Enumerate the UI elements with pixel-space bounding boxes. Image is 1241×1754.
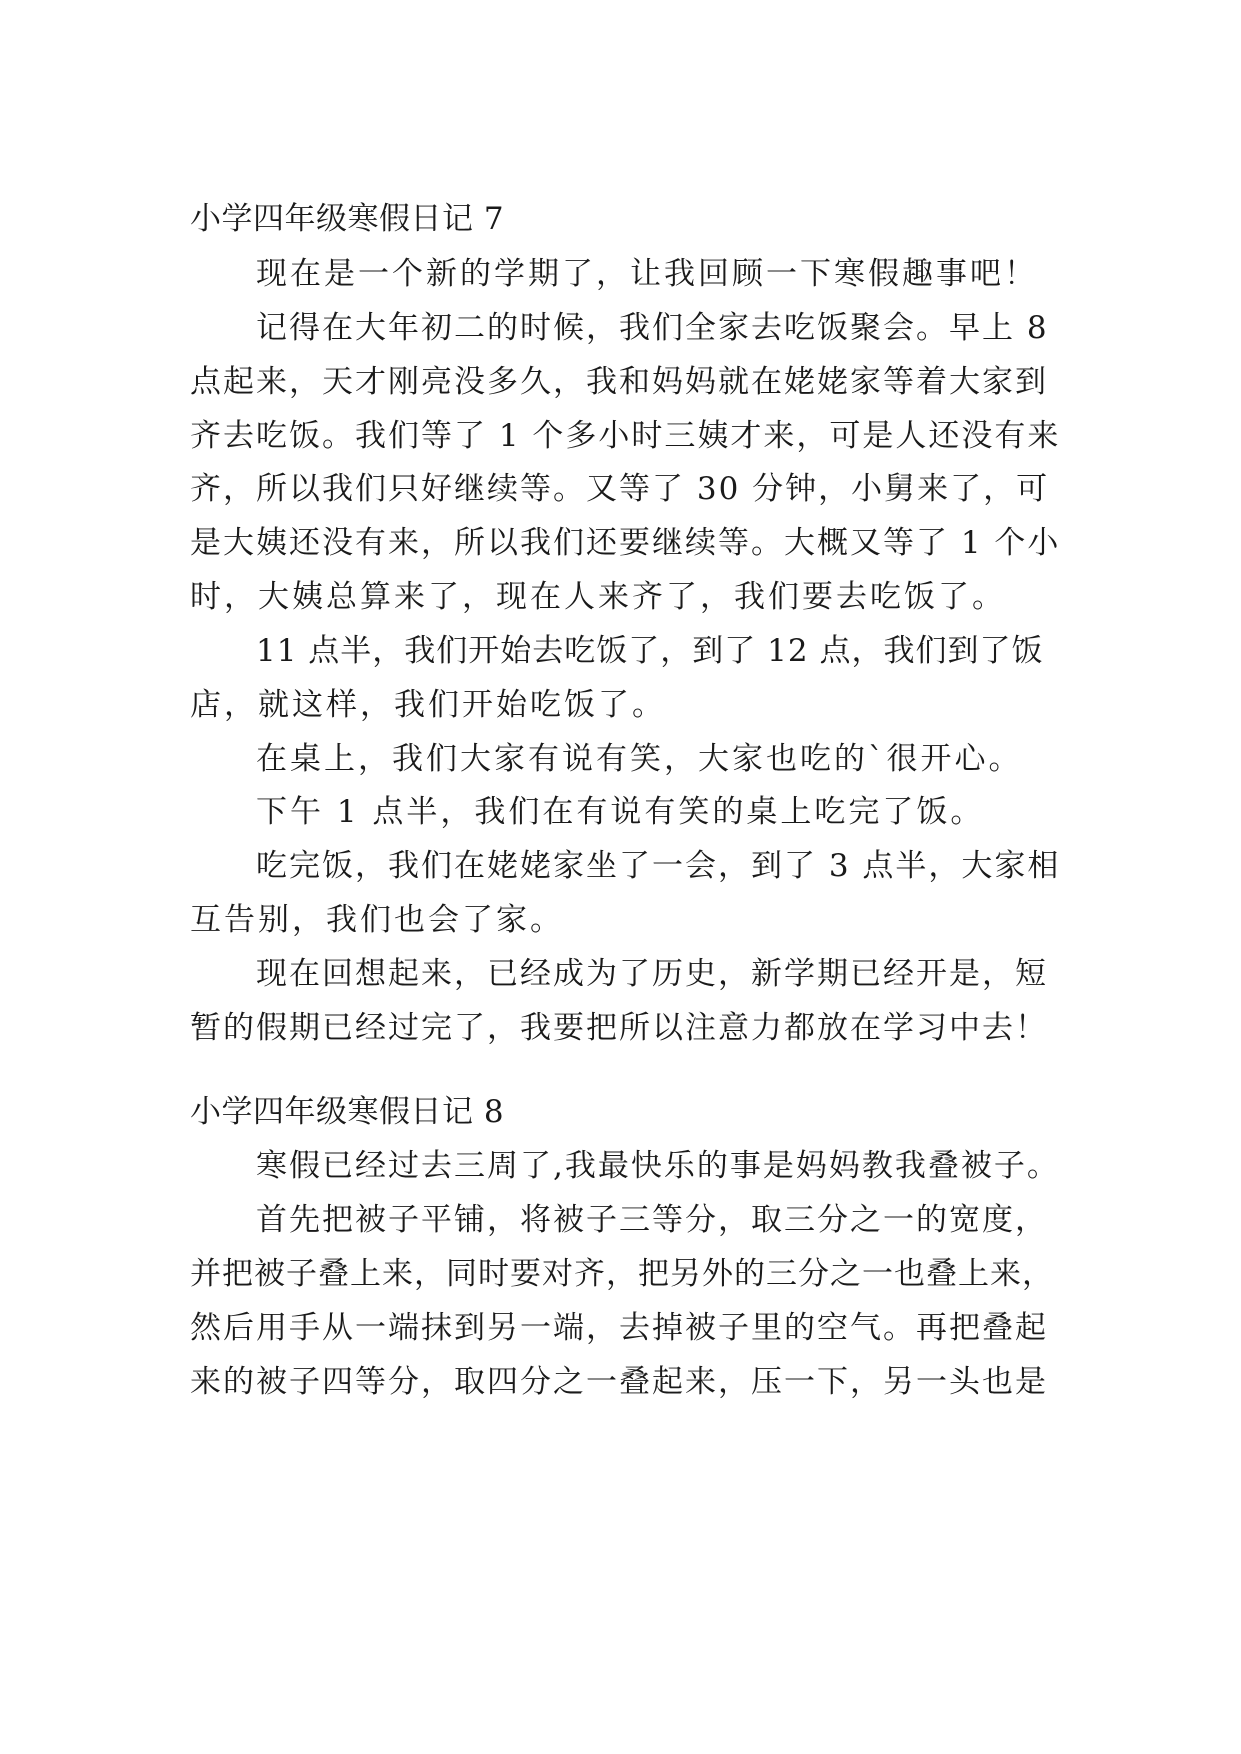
paragraph-line: 齐，所以我们只好继续等。又等了 30 分钟，小舅来了，可 [190,471,1050,507]
paragraph-line: 互告别，我们也会了家。 [190,902,564,938]
paragraph-line: 首先把被子平铺，将被子三等分，取三分之一的宽度， [256,1202,1048,1238]
section-title: 小学四年级寒假日记 8 [190,1094,505,1130]
paragraph-line: 在桌上，我们大家有说有笑，大家也吃的`很开心。 [256,741,1023,777]
paragraph-line: 吃完饭，我们在姥姥家坐了一会，到了 3 点半，大家相 [256,848,1061,884]
paragraph-line: 点起来，天才刚亮没多久，我和妈妈就在姥姥家等着大家到 [190,364,1048,400]
paragraph-line: 并把被子叠上来，同时要对齐，把另外的三分之一也叠上来， [190,1256,1054,1292]
paragraph-line: 11 点半，我们开始去吃饭了，到了 12 点，我们到了饭 [256,633,1044,669]
paragraph-line: 时，大姨总算来了，现在人来齐了，我们要去吃饭了。 [190,579,1006,615]
paragraph-line: 现在是一个新的学期了，让我回顾一下寒假趣事吧！ [256,256,1038,292]
paragraph-line: 记得在大年初二的时候，我们全家去吃饭聚会。早上 8 [256,310,1049,346]
paragraph-line: 然后用手从一端抹到另一端，去掉被子里的空气。再把叠起 [190,1310,1048,1346]
document-page [190,0,1060,1754]
paragraph-line: 来的被子四等分，取四分之一叠起来，压一下，另一头也是 [190,1364,1048,1400]
paragraph-line: 下午 1 点半，我们在有说有笑的桌上吃完了饭。 [256,794,985,830]
paragraph-line: 店，就这样，我们开始吃饭了。 [190,687,666,723]
section-title: 小学四年级寒假日记 7 [190,201,505,237]
paragraph-line: 是大姨还没有来，所以我们还要继续等。大概又等了 1 个小 [190,525,1061,561]
paragraph-line: 现在回想起来，已经成为了历史，新学期已经开是，短 [256,956,1048,992]
paragraph-line: 寒假已经过去三周了,我最快乐的事是妈妈教我叠被子。 [256,1148,1060,1184]
paragraph-line: 齐去吃饭。我们等了 1 个多小时三姨才来，可是人还没有来 [190,418,1061,454]
paragraph-line: 暂的假期已经过完了，我要把所以注意力都放在学习中去！ [190,1010,1048,1046]
